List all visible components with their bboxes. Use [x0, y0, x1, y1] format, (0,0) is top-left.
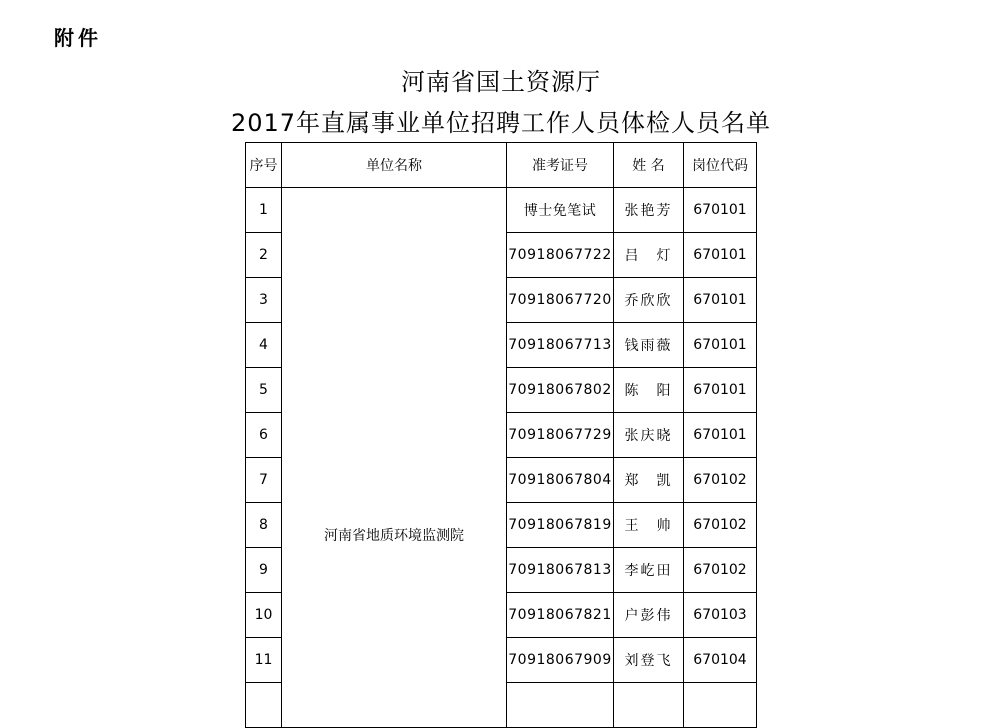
row-position-code: 670101 — [684, 323, 757, 368]
row-name: 张庆晓 — [614, 413, 684, 458]
row-seq: 5 — [246, 368, 282, 413]
row-name — [614, 683, 684, 728]
row-name: 陈 阳 — [614, 368, 684, 413]
row-position-code: 670103 — [684, 593, 757, 638]
row-position-code: 670101 — [684, 368, 757, 413]
row-position-code: 670102 — [684, 503, 757, 548]
unit-name-cell — [282, 188, 507, 728]
row-position-code: 670102 — [684, 458, 757, 503]
row-position-code — [684, 683, 757, 728]
row-exam-id: 70918067720 — [507, 278, 614, 323]
header-seq: 序号 — [246, 143, 282, 188]
header-name: 姓 名 — [614, 143, 684, 188]
row-seq: 7 — [246, 458, 282, 503]
row-seq: 11 — [246, 638, 282, 683]
row-name: 郑 凯 — [614, 458, 684, 503]
row-seq: 8 — [246, 503, 282, 548]
row-exam-id: 70918067821 — [507, 593, 614, 638]
row-exam-id: 博士免笔试 — [507, 188, 614, 233]
row-seq: 9 — [246, 548, 282, 593]
header-position-code: 岗位代码 — [684, 143, 757, 188]
row-name: 刘登飞 — [614, 638, 684, 683]
row-exam-id: 70918067804 — [507, 458, 614, 503]
row-exam-id: 70918067802 — [507, 368, 614, 413]
row-seq: 10 — [246, 593, 282, 638]
header-exam-id: 准考证号 — [507, 143, 614, 188]
unit-name-text: 河南省地质环境监测院 — [324, 528, 464, 544]
attachment-label: 附件 — [54, 26, 102, 50]
row-name: 乔欣欣 — [614, 278, 684, 323]
row-position-code: 670102 — [684, 548, 757, 593]
table-header-row — [246, 143, 757, 188]
table-body — [246, 188, 757, 728]
candidate-table — [245, 142, 757, 728]
row-seq: 3 — [246, 278, 282, 323]
document-subtitle: 2017年直属事业单位招聘工作人员体检人员名单 — [230, 109, 772, 137]
row-name: 李屹田 — [614, 548, 684, 593]
row-name: 张艳芳 — [614, 188, 684, 233]
table-row — [246, 188, 757, 233]
header-unit-name: 单位名称 — [282, 143, 507, 188]
document-title: 河南省国土资源厅 — [401, 68, 601, 96]
row-exam-id: 70918067713 — [507, 323, 614, 368]
row-exam-id: 70918067722 — [507, 233, 614, 278]
row-position-code: 670101 — [684, 278, 757, 323]
row-name: 钱雨薇 — [614, 323, 684, 368]
row-exam-id: 70918067819 — [507, 503, 614, 548]
row-exam-id — [507, 683, 614, 728]
row-seq: 1 — [246, 188, 282, 233]
row-exam-id: 70918067729 — [507, 413, 614, 458]
row-seq: 4 — [246, 323, 282, 368]
row-position-code: 670101 — [684, 233, 757, 278]
row-position-code: 670101 — [684, 188, 757, 233]
row-seq — [246, 683, 282, 728]
row-name: 王 帅 — [614, 503, 684, 548]
row-name: 户彭伟 — [614, 593, 684, 638]
row-seq: 2 — [246, 233, 282, 278]
row-position-code: 670101 — [684, 413, 757, 458]
row-seq: 6 — [246, 413, 282, 458]
row-exam-id: 70918067813 — [507, 548, 614, 593]
row-name: 吕 灯 — [614, 233, 684, 278]
row-position-code: 670104 — [684, 638, 757, 683]
row-exam-id: 70918067909 — [507, 638, 614, 683]
